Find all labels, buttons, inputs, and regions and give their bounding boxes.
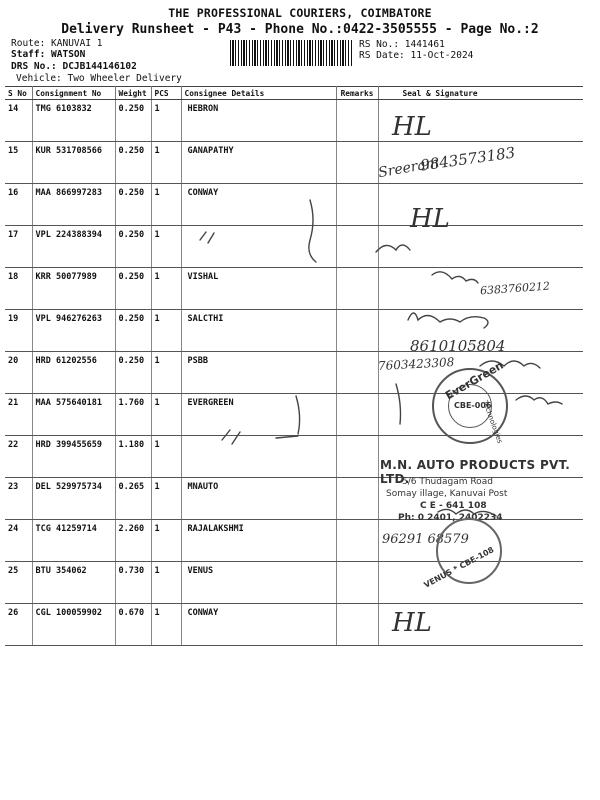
cell-weight: 1.180 — [115, 436, 151, 478]
cell-sno: 16 — [5, 184, 32, 226]
cell-pcs: 1 — [151, 226, 181, 268]
cell-sno: 17 — [5, 226, 32, 268]
mn-auto-stamp-address-2: Somay illage, Kanuvai Post — [386, 489, 508, 499]
cell-sno: 14 — [5, 100, 32, 142]
evergreen-stamp-name: EverGreen — [443, 358, 506, 403]
cell-consignment-no: MAA 575640181 — [32, 394, 115, 436]
cell-weight: 0.730 — [115, 562, 151, 604]
cell-sno: 25 — [5, 562, 32, 604]
handwritten-phone-row20: 7603423308 — [377, 355, 455, 373]
cell-pcs: 1 — [151, 268, 181, 310]
cell-consignment-no: BTU 354062 — [32, 562, 115, 604]
cell-sno: 24 — [5, 520, 32, 562]
cell-weight: 0.250 — [115, 268, 151, 310]
cell-sno: 22 — [5, 436, 32, 478]
col-header-weight: Weight — [115, 87, 151, 100]
col-header-consignee: Consignee Details — [181, 87, 336, 100]
handwritten-phone-row19: 8610105804 — [410, 337, 506, 355]
cell-consignment-no: TMG 6103832 — [32, 100, 115, 142]
cell-weight: 0.250 — [115, 142, 151, 184]
cell-consignment-no: TCG 41259714 — [32, 520, 115, 562]
cell-consignment-no: MAA 866997283 — [32, 184, 115, 226]
cell-consignee: VISHAL — [181, 268, 336, 310]
cell-sno: 19 — [5, 310, 32, 352]
signature-hl-row14: HL — [392, 112, 432, 142]
cell-pcs: 1 — [151, 604, 181, 646]
handwritten-name-row15: Sreeram — [377, 154, 441, 182]
cell-weight: 0.250 — [115, 226, 151, 268]
mn-auto-stamp-address-3: C E - 641 108 — [420, 501, 487, 511]
cell-sno: 23 — [5, 478, 32, 520]
cell-pcs: 1 — [151, 142, 181, 184]
cell-consignee: CONWAY — [181, 184, 336, 226]
cell-consignee: CONWAY — [181, 604, 336, 646]
route-label: Route: KANUVAI 1 — [11, 38, 103, 49]
runsheet-title: Delivery Runsheet - P43 - Phone No.:0422-3505555 - Page No.:2 — [61, 22, 539, 37]
handwritten-phone-row15: 9843573183 — [419, 143, 517, 175]
cell-consignment-no: KUR 531708566 — [32, 142, 115, 184]
cell-pcs: 1 — [151, 394, 181, 436]
mn-auto-stamp-name: M.N. AUTO PRODUCTS PVT. LTD. — [380, 458, 571, 486]
cell-pcs: 1 — [151, 310, 181, 352]
handwritten-phone-row18: 6383760212 — [479, 279, 551, 298]
venus-stamp-ring-text: VENUS * CBE-108 — [422, 545, 496, 590]
cell-weight: 0.250 — [115, 100, 151, 142]
cell-pcs: 1 — [151, 478, 181, 520]
cell-consignment-no: CGL 100059902 — [32, 604, 115, 646]
cell-sno: 21 — [5, 394, 32, 436]
vehicle-label: Vehicle: Two Wheeler Delivery — [16, 73, 182, 84]
col-header-consignment: Consignment No — [32, 87, 115, 100]
mn-auto-stamp-phone: Ph: 0 2401, 2402234 — [398, 513, 503, 523]
cell-consignee: GANAPATHY — [181, 142, 336, 184]
cell-pcs: 1 — [151, 562, 181, 604]
cell-consignee: HEBRON — [181, 100, 336, 142]
company-title: THE PROFESSIONAL COURIERS, COIMBATORE — [168, 6, 432, 20]
col-header-sno: S No — [5, 87, 32, 100]
rs-number: RS No.: 1441461 — [359, 39, 445, 50]
cell-consignee: RAJALAKSHMI — [181, 520, 336, 562]
cell-consignment-no: DEL 529975734 — [32, 478, 115, 520]
cell-consignee: VENUS — [181, 562, 336, 604]
cell-consignment-no: HRD 61202556 — [32, 352, 115, 394]
cell-consignment-no: HRD 399455659 — [32, 436, 115, 478]
drs-number: DRS No.: DCJB144146102 — [11, 61, 137, 72]
cell-consignment-no: KRR 50077989 — [32, 268, 115, 310]
cell-consignee: SALCTHI — [181, 310, 336, 352]
cell-consignee: PSBB — [181, 352, 336, 394]
cell-pcs: 1 — [151, 520, 181, 562]
col-header-seal-signature: Seal & Signature — [378, 87, 583, 100]
cell-sno: 20 — [5, 352, 32, 394]
cell-weight: 0.250 — [115, 310, 151, 352]
cell-sno: 26 — [5, 604, 32, 646]
signature-hl-row16: HL — [410, 204, 450, 234]
cell-weight: 1.760 — [115, 394, 151, 436]
cell-pcs: 1 — [151, 184, 181, 226]
cell-consignment-no: VPL 224388394 — [32, 226, 115, 268]
signature-hl-row26: HL — [392, 608, 432, 638]
cell-weight: 0.265 — [115, 478, 151, 520]
cell-consignee: MNAUTO — [181, 478, 336, 520]
cell-sno: 18 — [5, 268, 32, 310]
mn-auto-stamp-address-1: 5/6 Thudagam Road — [402, 477, 493, 487]
col-header-pcs: PCS — [151, 87, 181, 100]
cell-pcs: 1 — [151, 436, 181, 478]
cell-sno: 15 — [5, 142, 32, 184]
cell-weight: 0.670 — [115, 604, 151, 646]
evergreen-stamp-sub: Technologies — [481, 399, 504, 445]
evergreen-stamp-center: CBE-006 — [454, 401, 492, 410]
col-header-remarks: Remarks — [336, 87, 378, 100]
rs-date: RS Date: 11-Oct-2024 — [359, 50, 474, 61]
staff-label: Staff: WATSON — [11, 49, 86, 60]
cell-pcs: 1 — [151, 352, 181, 394]
cell-weight: 2.260 — [115, 520, 151, 562]
cell-consignee: EVERGREEN — [181, 394, 336, 436]
cell-weight: 0.250 — [115, 184, 151, 226]
cell-weight: 0.250 — [115, 352, 151, 394]
cell-consignment-no: VPL 946276263 — [32, 310, 115, 352]
handwritten-phone-row24: 96291 68579 — [382, 532, 469, 547]
cell-pcs: 1 — [151, 100, 181, 142]
